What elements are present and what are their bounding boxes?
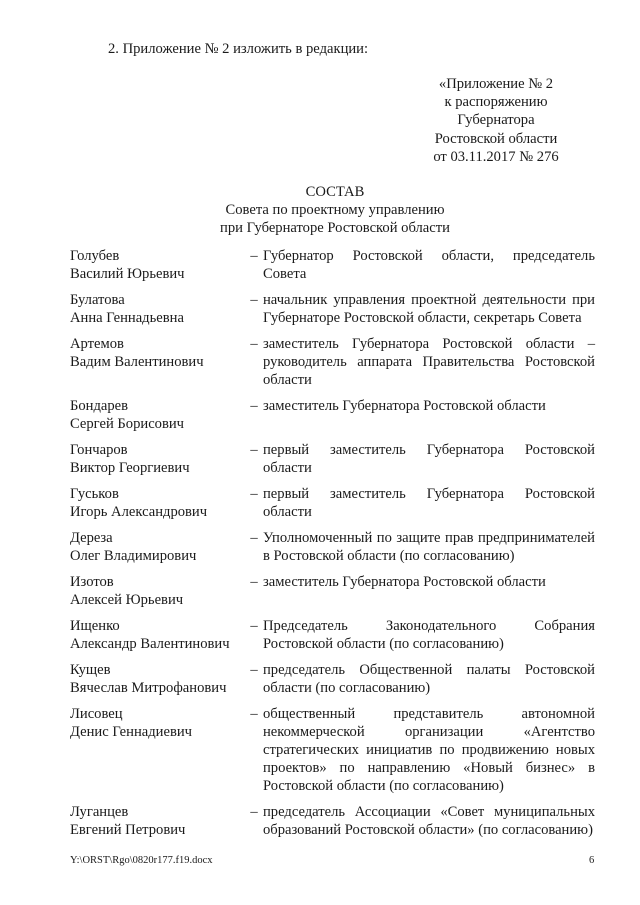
member-role: Председатель Законодательного Собрания Ростовской области (по согласованию) (263, 618, 595, 652)
member-name (70, 573, 245, 609)
member-dash: – (250, 442, 258, 458)
member-surname: Луганцев (70, 804, 129, 820)
member-given-name: Денис Геннадиевич (70, 724, 193, 740)
heading-title: СОСТАВ (305, 184, 365, 200)
member-given-name: Александр Валентинович (70, 636, 230, 652)
member-name (70, 803, 245, 839)
member-dash: – (250, 662, 258, 678)
member-role: заместитель Губернатора Ростовской области (263, 398, 546, 414)
member-dash: – (250, 248, 258, 264)
member-given-name: Сергей Борисович (70, 416, 185, 432)
member-surname: Ищенко (70, 618, 120, 634)
member-surname: Голубев (70, 248, 120, 264)
member-dash: – (250, 574, 258, 590)
member-role: Губернатор Ростовской области, председатель Совета (263, 248, 595, 282)
member-row (70, 661, 595, 697)
member-name (70, 441, 245, 477)
member-surname: Гуськов (70, 486, 119, 502)
member-dash: – (250, 618, 258, 634)
member-row (70, 529, 595, 565)
member-name (70, 397, 245, 433)
member-name (70, 291, 245, 327)
member-dash: – (250, 336, 258, 352)
member-role: Уполномоченный по защите прав предпринимателей в Ростовской области (по согласованию) (263, 530, 595, 564)
member-name (70, 247, 245, 283)
heading-line-2: при Губернаторе Ростовской области (220, 220, 450, 236)
member-role: заместитель Губернатора Ростовской области (263, 574, 546, 590)
member-row (70, 247, 595, 283)
intro-paragraph: 2. Приложение № 2 изложить в редакции: (108, 41, 369, 57)
annex-line-2: к распоряжению (444, 94, 548, 111)
member-given-name: Игорь Александрович (70, 504, 208, 520)
member-dash: – (250, 706, 258, 722)
member-row (70, 485, 595, 521)
member-row (70, 617, 595, 653)
member-role: председатель Ассоциации «Совет муниципальных образований Ростовской области» (по согласованию) (263, 804, 595, 838)
members-list (70, 247, 595, 847)
member-role: заместитель Губернатора Ростовской области – руководитель аппарата Правительства Ростовской области (263, 336, 595, 388)
annex-line-1: «Приложение № 2 (438, 76, 554, 92)
member-dash: – (250, 804, 258, 820)
footer-page-number: 6 (589, 855, 595, 866)
member-role: первый заместитель Губернатора Ростовской области (263, 486, 595, 520)
member-given-name: Алексей Юрьевич (70, 592, 184, 608)
member-surname: Дерeза (70, 530, 113, 546)
member-dash: – (250, 398, 258, 414)
member-row (70, 397, 595, 433)
member-given-name: Василий Юрьевич (70, 266, 185, 282)
member-name (70, 661, 245, 697)
member-dash: – (250, 530, 258, 546)
member-row (70, 441, 595, 477)
member-role: первый заместитель Губернатора Ростовской области (263, 442, 595, 476)
member-row (70, 705, 595, 795)
annex-line-5: от 03.11.2017 № 276 (433, 148, 559, 165)
member-dash: – (250, 292, 258, 308)
member-given-name: Вячеслав Митрофанович (70, 680, 227, 696)
annex-header (400, 75, 592, 166)
member-row (70, 803, 595, 839)
member-given-name: Анна Геннадьевна (70, 310, 184, 326)
member-row (70, 291, 595, 327)
member-row (70, 573, 595, 609)
member-surname: Артемов (70, 336, 124, 352)
member-surname: Лисовец (70, 706, 123, 722)
member-surname: Бондарев (70, 398, 129, 414)
member-name (70, 617, 245, 653)
member-role: начальник управления проектной деятельности при Губернаторе Ростовской области, секретарь Совета (263, 292, 595, 326)
member-name (70, 705, 245, 741)
member-role: общественный представитель автономной некоммерческой организации «Агентство стратегических инициатив по продвижению новых проектов» по направлению «Новый бизнес» в Ростовской области (по согласованию) (263, 706, 595, 794)
member-given-name: Вадим Валентинович (70, 354, 204, 370)
annex-line-4: Ростовской области (434, 130, 558, 147)
member-name (70, 335, 245, 371)
member-given-name: Олег Владимирович (70, 548, 197, 564)
footer-file-path: Y:\ORST\Rgo\0820r177.f19.docx (70, 855, 213, 866)
member-role: председатель Общественной палаты Ростовской области (по согласованию) (263, 662, 595, 696)
member-surname: Кущев (70, 662, 111, 678)
document-heading (170, 183, 500, 237)
member-surname: Булатова (70, 292, 125, 308)
member-given-name: Евгений Петрович (70, 822, 186, 838)
member-given-name: Виктор Георгиевич (70, 460, 190, 476)
member-dash: – (250, 486, 258, 502)
annex-line-3: Губернатора (457, 112, 535, 129)
member-surname: Гончаров (70, 442, 128, 458)
member-row (70, 335, 595, 389)
member-surname: Изотов (70, 574, 114, 590)
member-name (70, 485, 245, 521)
heading-line-1: Совета по проектному управлению (225, 202, 445, 218)
member-name (70, 529, 245, 565)
